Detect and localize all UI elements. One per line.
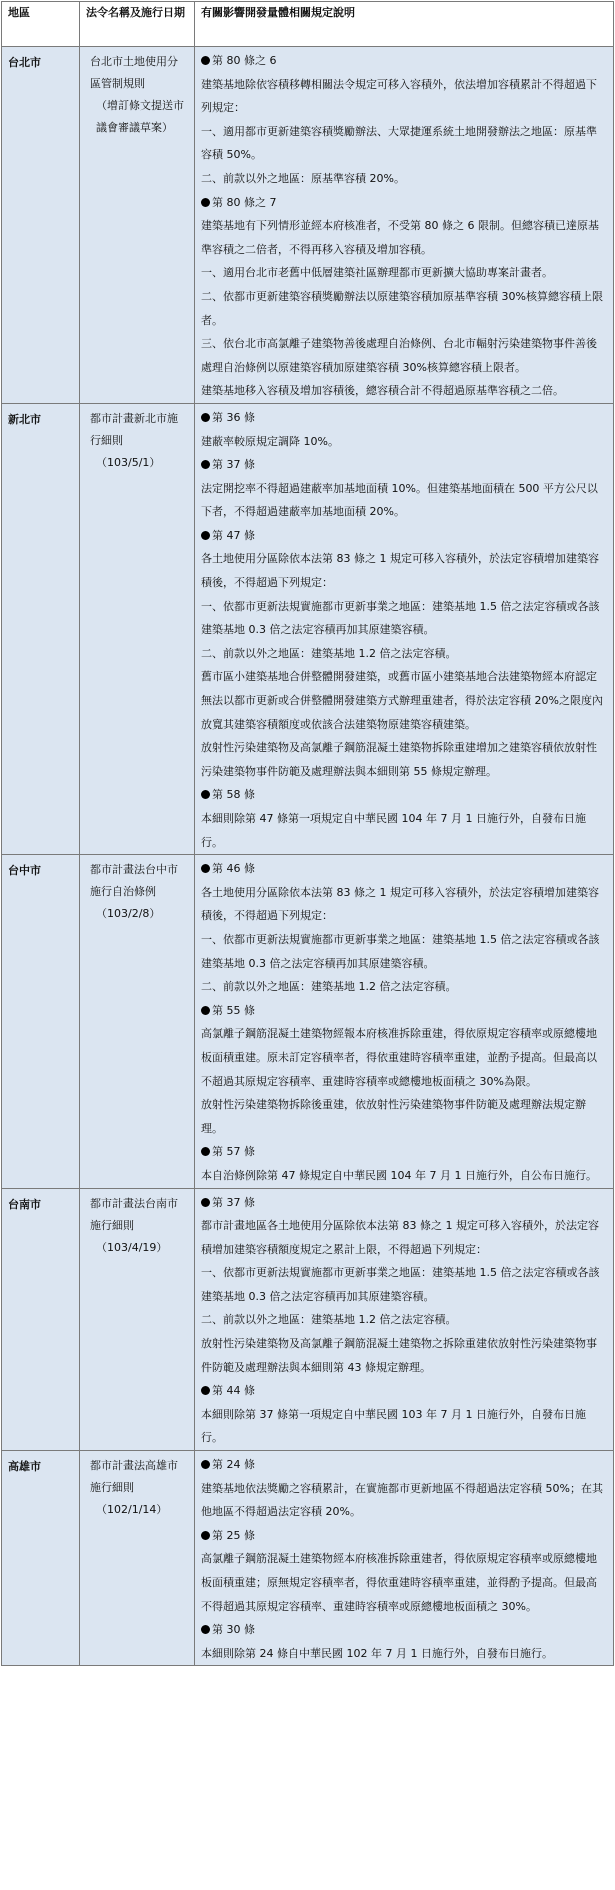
rule-text: 本細則除第 37 條第一項規定自中華民國 103 年 7 月 1 日施行外，自發布日施行。 bbox=[201, 1407, 586, 1445]
article-heading bbox=[201, 1524, 607, 1548]
article-heading bbox=[201, 191, 607, 215]
region-cell: 新北市 bbox=[2, 403, 80, 854]
article-heading bbox=[201, 1379, 607, 1403]
bullet-icon bbox=[201, 1198, 210, 1207]
rule-text: 放射性污染建築物拆除後重建，依放射性污染建築物事件防範及處理辦法規定辦理。 bbox=[201, 1098, 586, 1135]
rules-cell bbox=[195, 855, 614, 1188]
article-number: 第 44 條 bbox=[212, 1384, 255, 1398]
article-heading bbox=[201, 49, 607, 73]
article-heading bbox=[201, 999, 607, 1023]
rule-text: 本細則除第 24 條自中華民國 102 年 7 月 1 日施行外，自發布日施行。 bbox=[201, 1646, 553, 1660]
rules-cell bbox=[195, 1451, 614, 1666]
article-number: 第 80 條之 6 bbox=[212, 54, 277, 67]
article-number: 第 30 條 bbox=[212, 1623, 255, 1637]
rule-text: 建築基地依法獎勵之容積累計，在實施都市更新地區不得超過法定容積 50%；在其他地區不得超過法定容積 20%。 bbox=[201, 1481, 603, 1519]
rule-text: 放射性污染建築物及高氯離子鋼筋混凝土建築物之拆除重建依放射性污染建築物事件防範及處理辦法與本細則第 43 條規定辦理。 bbox=[201, 1337, 597, 1374]
rule-text: 三、依台北市高氯離子建築物善後處理自治條例、台北市輻射污染建築物事件善後處理自治條例以原建築容積加原建築容積 30%核算總容積上限者。 bbox=[201, 337, 597, 374]
rule-text: 建築基地移入容積及增加容積後，總容積合計不得超過原基準容積之二倍。 bbox=[201, 384, 564, 398]
law-name: 都市計畫新北市施行細則 bbox=[90, 411, 178, 447]
law-name: 都市計畫法高雄市施行細則 bbox=[90, 1459, 178, 1495]
article-number: 第 46 條 bbox=[212, 862, 255, 876]
article-number: 第 47 條 bbox=[212, 528, 255, 542]
article-heading bbox=[201, 783, 607, 807]
rules-cell bbox=[195, 1188, 614, 1451]
table-row bbox=[2, 1451, 614, 1666]
bullet-icon bbox=[201, 56, 210, 65]
region-cell: 台中市 bbox=[2, 855, 80, 1188]
law-date: （103/5/1） bbox=[96, 455, 161, 469]
article-number: 第 24 條 bbox=[212, 1458, 255, 1472]
bullet-icon bbox=[201, 1625, 210, 1634]
law-date: （103/2/8） bbox=[96, 907, 161, 921]
rule-text: 二、依都市更新建築容積獎勵辦法以原建築容積加原基準容積 30%核算總容積上限者。 bbox=[201, 289, 603, 327]
rule-text: 二、前款以外之地區：建築基地 1.2 倍之法定容積。 bbox=[201, 1313, 457, 1327]
region-cell: 高雄市 bbox=[2, 1451, 80, 1666]
article-heading bbox=[201, 1618, 607, 1642]
article-heading bbox=[201, 1140, 607, 1164]
rule-text: 法定開挖率不得超過建蔽率加基地面積 10%。但建築基地面積在 500 平方公尺以下者，不得超過建蔽率加基地面積 20%。 bbox=[201, 481, 598, 519]
rule-text: 二、前款以外之地區：建築基地 1.2 倍之法定容積。 bbox=[201, 980, 457, 994]
bullet-icon bbox=[201, 1147, 210, 1156]
bullet-icon bbox=[201, 1531, 210, 1540]
table-row bbox=[2, 855, 614, 1188]
rule-text: 放射性污染建築物及高氯離子鋼筋混凝土建築物拆除重建增加之建築容積依放射性污染建築物事件防範及處理辦法與本細則第 55 條規定辦理。 bbox=[201, 741, 597, 778]
law-date: （增訂條文提送市議會審議草案） bbox=[96, 99, 184, 134]
bullet-icon bbox=[201, 413, 210, 422]
article-heading bbox=[201, 1191, 607, 1215]
rule-text: 高氯離子鋼筋混凝土建築物經本府核准拆除重建者，得依原規定容積率或原總樓地板面積重建；原無規定容積率者，得依重建時容積率重建，並得酌予提高。但最高不得超過其原規定容積率、重建時容積率或原總樓地板面積之 30%。 bbox=[201, 1552, 597, 1613]
article-heading bbox=[201, 524, 607, 548]
rules-cell bbox=[195, 403, 614, 854]
article-number: 第 36 條 bbox=[212, 410, 255, 424]
header-region: 地區 bbox=[2, 2, 80, 47]
bullet-icon bbox=[201, 198, 210, 207]
header-rules: 有關影響開發量體相關規定說明 bbox=[195, 2, 614, 47]
law-name-cell bbox=[80, 403, 195, 854]
law-name: 都市計畫法台南市施行細則 bbox=[90, 1196, 178, 1232]
bullet-icon bbox=[201, 531, 210, 540]
bullet-icon bbox=[201, 790, 210, 799]
bullet-icon bbox=[201, 864, 210, 873]
article-number: 第 57 條 bbox=[212, 1145, 255, 1159]
rule-text: 高氯離子鋼筋混凝土建築物經報本府核准拆除重建，得依原規定容積率或原總樓地板面積重建。原未訂定容積率者，得依重建時容積率重建，並酌予提高。但最高以不超過其原規定容積率、重建時容積率或總樓地板面積之 30%為限。 bbox=[201, 1027, 597, 1088]
rule-text: 一、依都市更新法規實施都市更新事業之地區：建築基地 1.5 倍之法定容積或各該建築基地 0.3 倍之法定容積再加其原建築容積。 bbox=[201, 599, 600, 637]
bullet-icon bbox=[201, 460, 210, 469]
region-cell: 台北市 bbox=[2, 47, 80, 404]
table-row bbox=[2, 1188, 614, 1451]
article-number: 第 80 條之 7 bbox=[212, 195, 277, 209]
regulation-table bbox=[1, 1, 614, 1666]
rule-text: 一、適用台北市老舊中低層建築社區辦理都市更新擴大協助專案計畫者。 bbox=[201, 266, 553, 280]
rule-text: 一、依都市更新法規實施都市更新事業之地區：建築基地 1.5 倍之法定容積或各該建築基地 0.3 倍之法定容積再加其原建築容積。 bbox=[201, 1266, 600, 1303]
rule-text: 一、依都市更新法規實施都市更新事業之地區：建築基地 1.5 倍之法定容積或各該建築基地 0.3 倍之法定容積再加其原建築容積。 bbox=[201, 932, 600, 970]
region-cell: 台南市 bbox=[2, 1188, 80, 1451]
rule-text: 二、前款以外之地區：建築基地 1.2 倍之法定容積。 bbox=[201, 646, 457, 660]
law-date: （102/1/14） bbox=[96, 1503, 168, 1517]
article-heading bbox=[201, 406, 607, 430]
article-number: 第 55 條 bbox=[212, 1003, 255, 1017]
article-heading bbox=[201, 453, 607, 477]
bullet-icon bbox=[201, 1006, 210, 1015]
header-law: 法令名稱及施行日期 bbox=[80, 2, 195, 47]
header-row bbox=[2, 2, 614, 47]
law-name-cell bbox=[80, 1188, 195, 1451]
article-heading bbox=[201, 1453, 607, 1477]
article-number: 第 58 條 bbox=[212, 788, 255, 802]
law-name: 台北市土地使用分區管制規則 bbox=[90, 55, 178, 90]
law-name: 都市計畫法台中市施行自治條例 bbox=[90, 863, 178, 899]
rule-text: 各土地使用分區除依本法第 83 條之 1 規定可移入容積外，於法定容積增加建築容積後，不得超過下列規定： bbox=[201, 885, 599, 923]
table-row bbox=[2, 403, 614, 854]
bullet-icon bbox=[201, 1386, 210, 1395]
law-name-cell bbox=[80, 47, 195, 404]
rule-text: 本自治條例除第 47 條規定自中華民國 104 年 7 月 1 日施行外，自公布日施行。 bbox=[201, 1168, 597, 1182]
table-row bbox=[2, 47, 614, 404]
rule-text: 舊市區小建築基地合併整體開發建築，或舊市區小建築基地合法建築物經本府認定無法以都市更新或合併整體開發建築方式辦理重建者，得於法定容積 20%之限度內放寬其建築容積額度或依該合法建築物原建築容積建築。 bbox=[201, 670, 603, 731]
rule-text: 本細則除第 47 條第一項規定自中華民國 104 年 7 月 1 日施行外，自發布日施行。 bbox=[201, 812, 586, 849]
article-number: 第 25 條 bbox=[212, 1528, 255, 1542]
article-number: 第 37 條 bbox=[212, 1195, 255, 1209]
rule-text: 建築基地有下列情形並經本府核准者，不受第 80 條之 6 限制。但總容積已達原基準容積之二倍者，不得再移入容積及增加容積。 bbox=[201, 219, 599, 256]
law-date: （103/4/19） bbox=[96, 1240, 168, 1254]
bullet-icon bbox=[201, 1460, 210, 1469]
article-heading bbox=[201, 857, 607, 881]
rules-cell bbox=[195, 47, 614, 404]
rule-text: 建築基地除依容積移轉相關法令規定可移入容積外，依法增加容積累計不得超過下列規定： bbox=[201, 77, 597, 115]
article-number: 第 37 條 bbox=[212, 458, 255, 472]
law-name-cell bbox=[80, 855, 195, 1188]
rule-text: 都市計畫地區各土地使用分區除依本法第 83 條之 1 規定可移入容積外，於法定容積增加建築容積額度規定之累計上限，不得超過下列規定： bbox=[201, 1219, 599, 1256]
rule-text: 建蔽率較原規定調降 10%。 bbox=[201, 434, 339, 448]
rule-text: 二、前款以外之地區：原基準容積 20%。 bbox=[201, 171, 405, 185]
rule-text: 一、適用都市更新建築容積獎勵辦法、大眾捷運系統土地開發辦法之地區：原基準容積 50%。 bbox=[201, 124, 597, 162]
rule-text: 各土地使用分區除依本法第 83 條之 1 規定可移入容積外，於法定容積增加建築容積後，不得超過下列規定： bbox=[201, 552, 599, 590]
law-name-cell bbox=[80, 1451, 195, 1666]
